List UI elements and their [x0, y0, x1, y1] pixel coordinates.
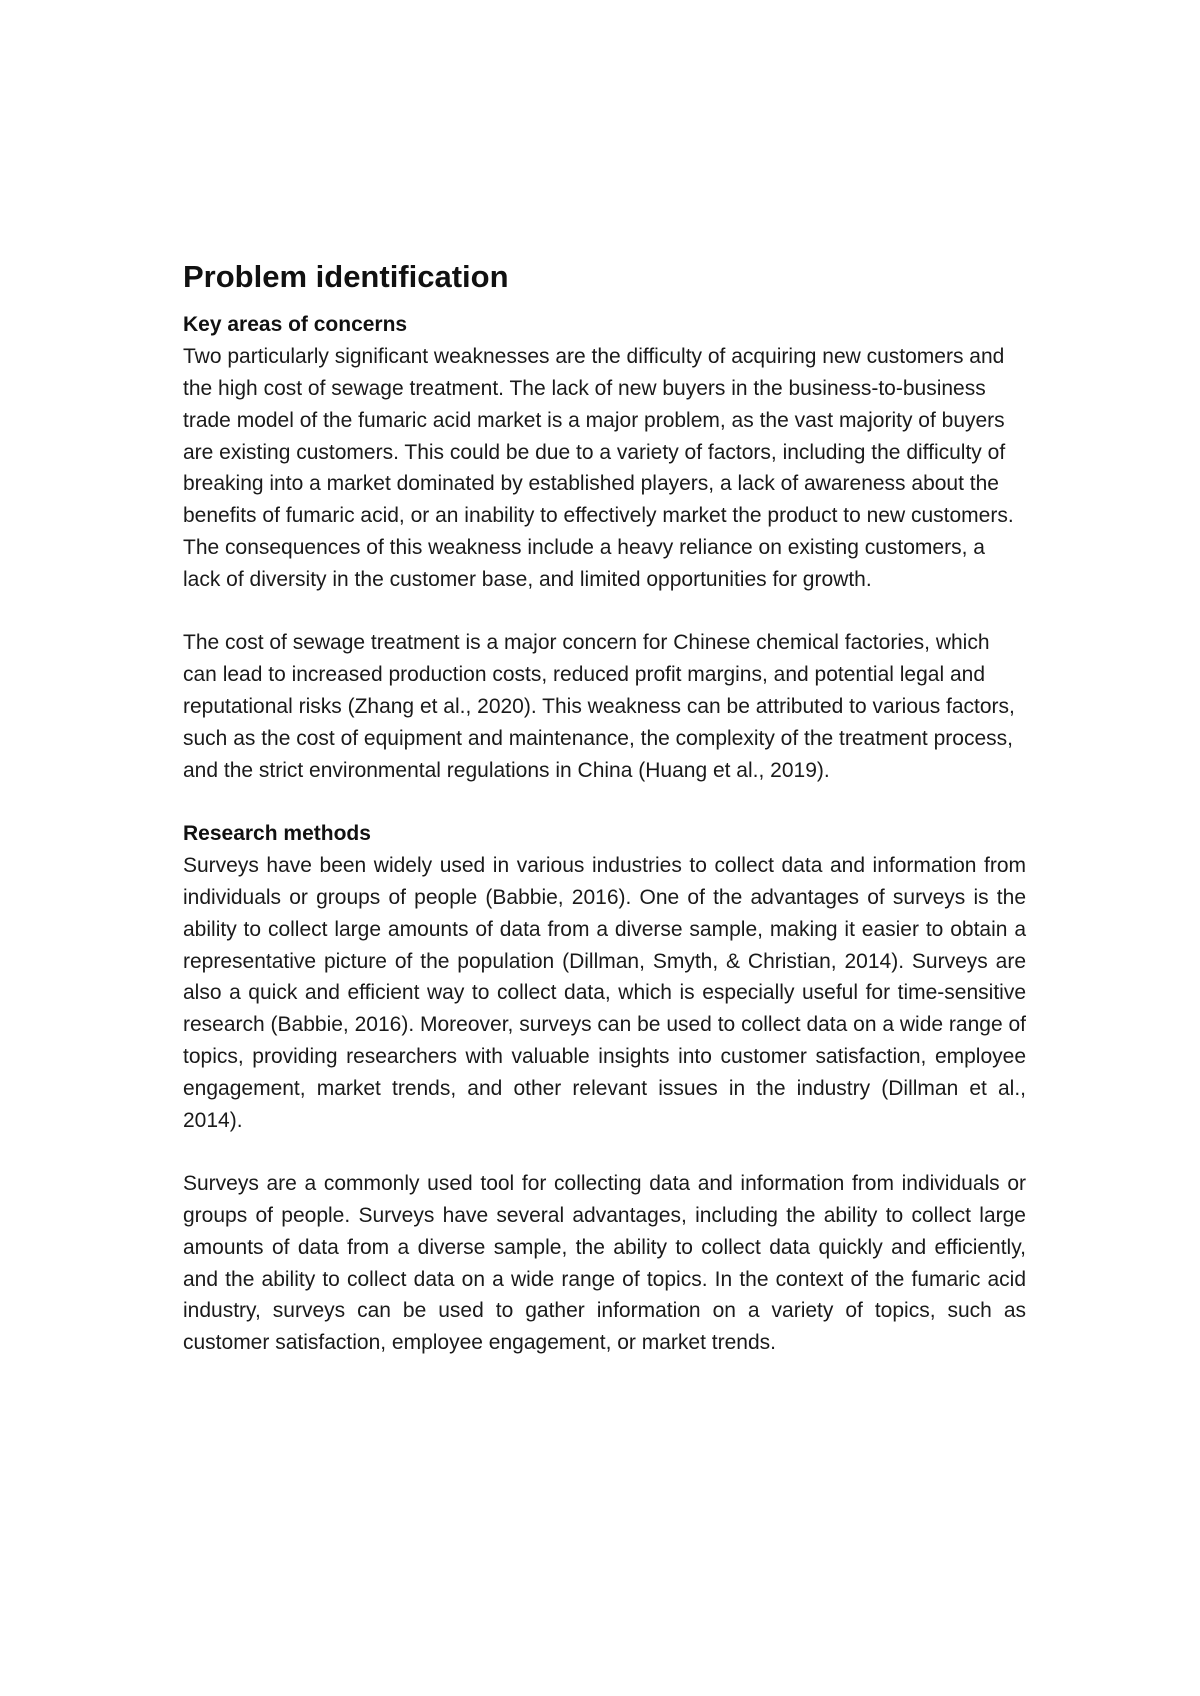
paragraph-spacer: [183, 596, 1026, 628]
paragraph-spacer: [183, 786, 1026, 818]
paragraph-key-areas-1: Two particularly significant weaknesses are the difficulty of acquiring new customers and the high cost of sewage treatment. The lack of new buyers in the business-to-business trade model of the fumaric acid market is a major problem, as the vast majority of buyers are existing customers. This could be due to a variety of factors, including the difficulty of breaking into a market dominated by established players, a lack of awareness about the benefits of fumaric acid, or an inability to effectively market the product to new customers. The consequences of this weakness include a heavy reliance on existing customers, a lack of diversity in the customer base, and limited opportunities for growth.: [183, 345, 1014, 591]
paragraph-spacer: [183, 1136, 1026, 1168]
page-title: Problem identification: [183, 259, 509, 294]
section-heading-research-methods: Research methods: [183, 822, 371, 846]
paragraph-key-areas-2: The cost of sewage treatment is a major concern for Chinese chemical factories, which can lead to increased production costs, reduced profit margins, and potential legal and reputational risks (Zhang et al., 2020). This weakness can be attributed to various factors, such as the cost of equipment and maintenance, the complexity of the treatment process, and the strict environmental regulations in China (Huang et al., 2019).: [183, 631, 1015, 782]
document-page: [183, 258, 1026, 1359]
paragraph-research-methods-1: Surveys have been widely used in various industries to collect data and information from individuals or groups of people (Babbie, 2016). One of the advantages of surveys is the ability to collect large amounts of data from a diverse sample, making it easier to obtain a representative picture of the population (Dillman, Smyth, & Christian, 2014). Surveys are also a quick and efficient way to collect data, which is especially useful for time-sensitive research (Babbie, 2016). Moreover, surveys can be used to collect data on a wide range of topics, providing researchers with valuable insights into customer satisfaction, employee engagement, market trends, and other relevant issues in the industry (Dillman et al., 2014).: [183, 854, 1026, 1132]
paragraph-research-methods-2: Surveys are a commonly used tool for collecting data and information from individuals or groups of people. Surveys have several advantages, including the ability to collect large amounts of data from a diverse sample, the ability to collect data quickly and efficiently, and the ability to collect data on a wide range of topics. In the context of the fumaric acid industry, surveys can be used to gather information on a variety of topics, such as customer satisfaction, employee engagement, or market trends.: [183, 1172, 1026, 1355]
section-heading-key-areas: Key areas of concerns: [183, 313, 408, 337]
